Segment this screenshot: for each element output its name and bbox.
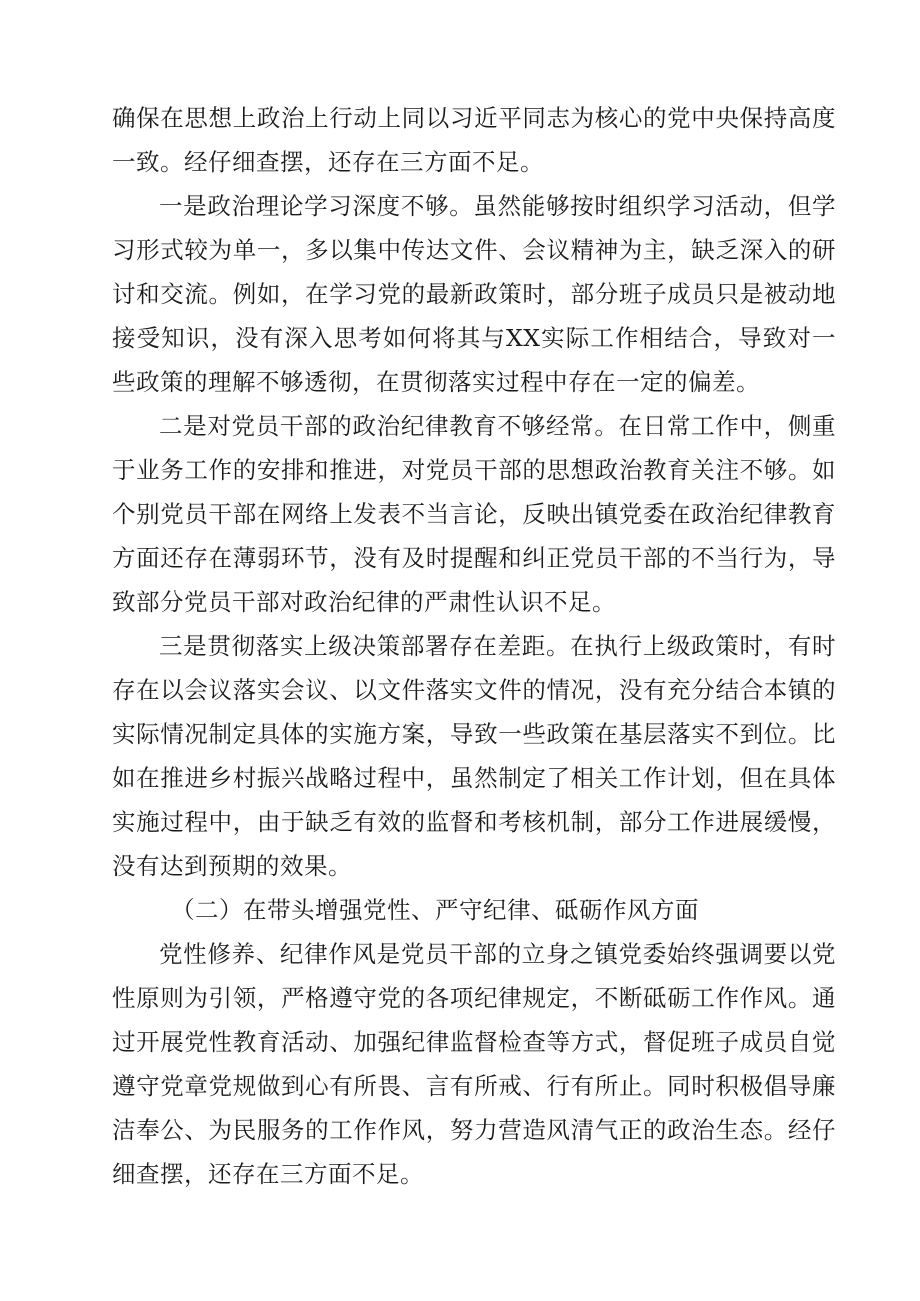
section-heading: （二）在带头增强党性、严守纪律、砥砺作风方面	[171, 896, 699, 924]
paragraph-section-intro: 党性修养、纪律作风是党员干部的立身之镇党委始终强调要以党性原则为引领，严格遵守党的各项纪律规定，不断砥砺工作作风。通过开展党性教育活动、加强纪律监督检查等方式，督促班子成员自觉遵守党章党规做到心有所畏、言有所戒、行有所止。同时积极倡导廉洁奉公、为民服务的工作作风，努力营造风清气正的政治生态。经仔细查摆，还存在三方面不足。	[112, 940, 836, 1188]
paragraph-point-three: 三是贯彻落实上级决策部署存在差距。在执行上级政策时，有时存在以会议落实会议、以文件落实文件的情况，没有充分结合本镇的实际情况制定具体的实施方案，导致一些政策在基层落实不到位。比如在推进乡村振兴战略过程中，虽然制定了相关工作计划，但在具体实施过程中，由于缺乏有效的监督和考核机制，部分工作进展缓慢，没有达到预期的效果。	[112, 632, 836, 880]
paragraph-point-one: 一是政治理论学习深度不够。虽然能够按时组织学习活动，但学习形式较为单一，多以集中传达文件、会议精神为主，缺乏深入的研讨和交流。例如，在学习党的最新政策时，部分班子成员只是被动地接受知识，没有深入思考如何将其与XX实际工作相结合，导致对一些政策的理解不够透彻，在贯彻落实过程中存在一定的偏差。	[112, 192, 836, 396]
document-body	[112, 96, 836, 1196]
paragraph-continuation: 确保在思想上政治上行动上同以习近平同志为核心的党中央保持高度一致。经仔细查摆，还存在三方面不足。	[112, 104, 836, 176]
paragraph-point-two: 二是对党员干部的政治纪律教育不够经常。在日常工作中，侧重于业务工作的安排和推进，对党员干部的思想政治教育关注不够。如个别党员干部在网络上发表不当言论，反映出镇党委在政治纪律教育方面还存在薄弱环节，没有及时提醒和纠正党员干部的不当行为，导致部分党员干部对政治纪律的严肃性认识不足。	[112, 412, 836, 616]
